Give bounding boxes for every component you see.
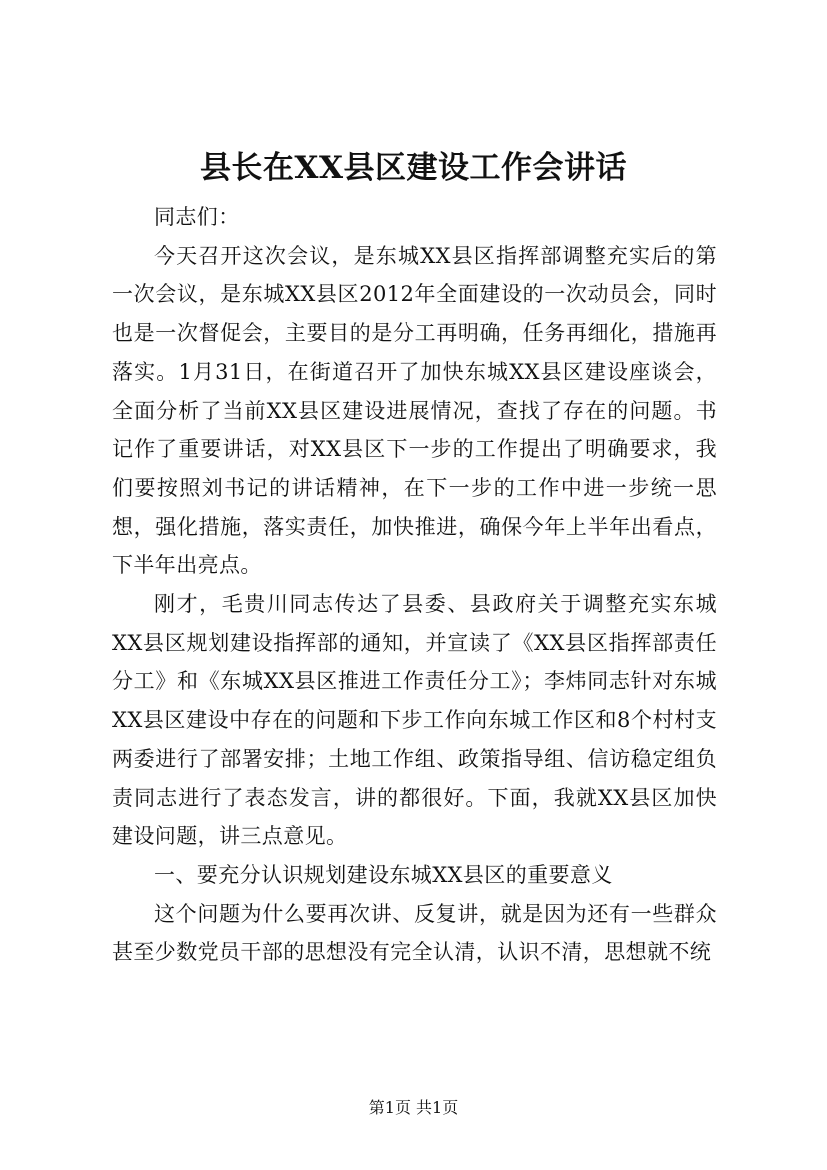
greeting-line: 同志们： — [154, 205, 240, 229]
document-body — [112, 198, 717, 972]
page-number-footer: 第1页 共1页 — [368, 1098, 459, 1117]
section-heading: 一、要充分认识规划建设东城XX县区的重要意义 — [154, 862, 613, 887]
body-paragraph-1: 今天召开这次会议，是东城XX县区指挥部调整充实后的第一次会议，是东城XX县区2012年全面建设的一次动员会，同时也是一次督促会，主要目的是分工再明确，任务再细化，措施再落实。1月31日，在街道召开了加快东城XX县区建设座谈会，全面分析了当前XX县区建设进展情况，查找了存在的问题。书记作了重要讲话，对XX县区下一步的工作提出了明确要求，我们要按照刘书记的讲话精神，在下一步的工作中进一步统一思想，强化措施，落实责任，加快推进，确保今年上半年出看点，下半年出亮点。 — [112, 243, 717, 578]
body-paragraph-2: 刚才，毛贵川同志传达了县委、县政府关于调整充实东城XX县区规划建设指挥部的通知，并宣读了《XX县区指挥部责任分工》和《东城XX县区推进工作责任分工》；李炜同志针对东城XX县区建设中存在的问题和下步工作向东城工作区和8个村村支两委进行了部署安排；土地工作组、政策指导组、信访稳定组负责同志进行了表态发言，讲的都很好。下面，我就XX县区加快建设问题，讲三点意见。 — [112, 592, 717, 849]
section-paragraph: 这个问题为什么要再次讲、反复讲，就是因为还有一些群众甚至少数党员干部的思想没有完全认清，认识不清，思想就不统 — [112, 901, 717, 965]
document-title: 县长在XX县区建设工作会讲话 — [199, 150, 628, 186]
